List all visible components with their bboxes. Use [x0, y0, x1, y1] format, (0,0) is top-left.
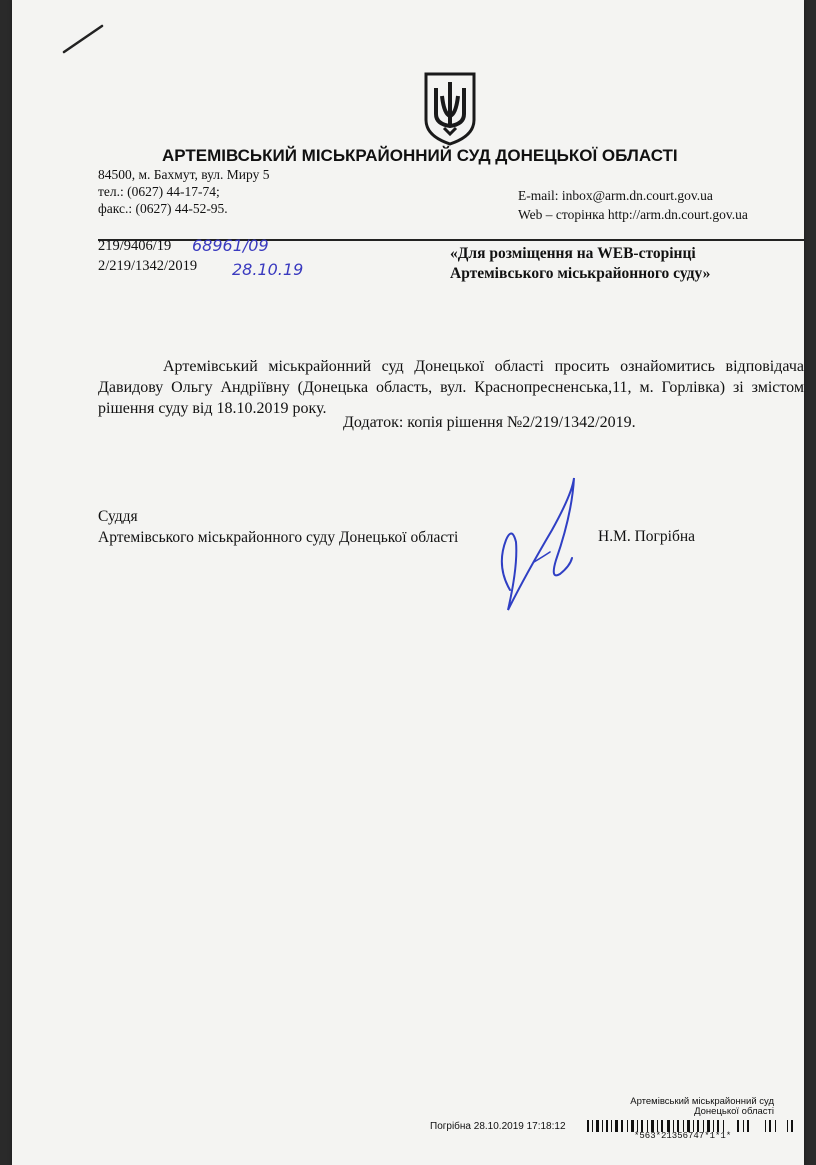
attachment-note: Додаток: копія рішення №2/219/1342/2019. [343, 414, 636, 431]
judge-title-line-1: Суддя [98, 508, 138, 525]
stamp-court-line-1: Артемівський міськрайонний суд [630, 1096, 774, 1107]
pen-mark [62, 22, 122, 62]
case-reference-1: 219/9406/19 [98, 238, 172, 254]
barcode-number: *563*21356747*1*1* [634, 1131, 732, 1141]
court-address: 84500, м. Бахмут, вул. Миру 5 [98, 167, 270, 182]
registry-timestamp: Погрібна 28.10.2019 17:18:12 [430, 1121, 566, 1132]
document-page [12, 0, 804, 1165]
case-reference-2: 2/219/1342/2019 [98, 258, 198, 274]
web-publication-note [450, 244, 710, 284]
court-name: АРТЕМІВСЬКИЙ МІСЬКРАЙОННИЙ СУД ДОНЕЦЬКОЇ ОБЛАСТІ [162, 146, 678, 165]
court-website: Web – сторінка http://arm.dn.court.gov.ua [518, 207, 748, 222]
letter-body [98, 356, 804, 419]
judge-title [98, 506, 458, 548]
stamp-court-line-2: Донецької області [694, 1106, 774, 1117]
web-note-line-1: «Для розміщення на WEB-сторінці [450, 245, 696, 262]
body-paragraph: Артемівський міськрайонний суд Донецької області просить ознайомитись відповідача Давидову Ольгу Андріївну (Донецька область, вул. Краснопресненська,11, м. Горлівка) зі змістом рішення суду від 18.10.2019 року. [98, 358, 804, 417]
judge-name: Н.М. Погрібна [598, 528, 696, 545]
court-email: E-mail: inbox@arm.dn.court.gov.ua [518, 188, 713, 203]
coat-of-arms-emblem [422, 70, 478, 146]
handwritten-outgoing-number: 68961/09 [192, 236, 269, 255]
registry-stamp [630, 1097, 784, 1117]
court-phone: тел.: (0627) 44-17-74; [98, 184, 220, 199]
judge-title-line-2: Артемівського міськрайонного суду Донецької області [98, 529, 459, 546]
handwritten-outgoing-date: 28.10.19 [232, 260, 304, 279]
judge-signature [490, 470, 600, 620]
web-note-line-2: Артемівського міськрайонного суду» [450, 265, 711, 282]
court-fax: факс.: (0627) 44-52-95. [98, 201, 228, 216]
